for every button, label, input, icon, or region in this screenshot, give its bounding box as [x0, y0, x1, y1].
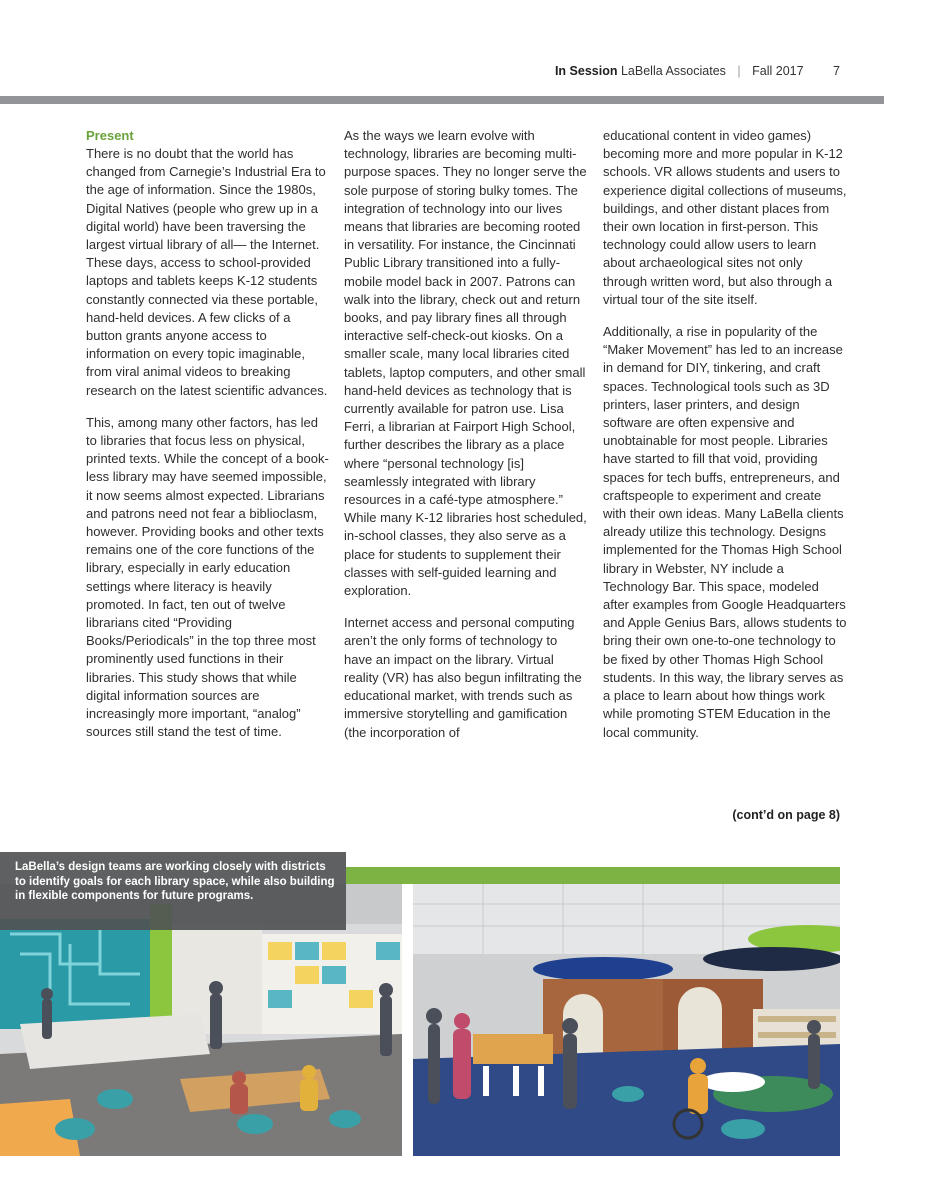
company-name: LaBella Associates	[620, 64, 726, 78]
paragraph: Internet access and personal computing aren’t the only forms of technology to have an impact on the library. Virtual reality (VR) has also begun infiltrating the educational market, with trends such as immersive storytelling and gamification (the incorporation of	[344, 615, 582, 740]
issue-label: Fall 2017	[752, 64, 804, 78]
paragraph: As the ways we learn evolve with technology, libraries are becoming multi-purpose spaces. They no longer serve the sole purpose of storing bulky tomes. The integration of technology into our lives means that libraries are becoming rooted in versatility. For instance, the Cincinnati Public Library transitioned into a fully-mobile model back in 2007. Patrons can walk into the library, check out and return books, and pay library fines all through interactive self-check-out kiosks. On a smaller scale, many local libraries cited tablets, laptop computers, and other small hand-held devices as technology that is currently available for patron use. Lisa Ferri, a librarian at Fairport High School, further describes the library as a place where “personal technology [is] seamlessly integrated with library resources in a café-type atmosphere.” While many K-12 libraries host scheduled, in-school classes, they also serve as a place for students to supplement their classes with self-guided learning and exploration.	[344, 128, 587, 599]
image-caption: LaBella’s design teams are working closely with districts to identify goals for each library space, while also building in flexible components for future programs.	[0, 852, 346, 930]
paragraph: educational content in video games) becoming more and more popular in K-12 schools. VR allows students and users to experience digital collections of museums, buildings, and other distant places from their own location in first-person. This technology could allow users to learn about archaeological sites not only through written word, but also through a virtual tour of the site itself.	[603, 128, 847, 307]
article-column-2	[344, 127, 588, 756]
library-rendering-right	[413, 884, 840, 1156]
green-accent-bar	[346, 867, 840, 884]
paragraph: Additionally, a rise in popularity of the “Maker Movement” has led to an increase in demand for DIY, tinkering, and craft spaces. Technological tools such as 3D printers, laser printers, and design software are often expensive and unobtainable for most people. Libraries have started to fill that void, providing spaces for tech buffs, entrepreneurs, and craftspeople to experiment and create with their own ideas. Many LaBella clients already utilize this technology. Designs implemented for the Thomas High School library in Webster, NY include a Technology Bar. This space, modeled after examples from Google Headquarters and Apple Genius Bars, allows students to bring their own one-to-one technology to be fixed by other Thomas High School students. In this way, the library serves as a place to learn about how things work while promoting STEM Education in the local community.	[603, 324, 847, 740]
article-column-3	[603, 127, 847, 756]
paragraph: There is no doubt that the world has changed from Carnegie’s Industrial Era to the age of information. Since the 1980s, Digital Natives (people who grew up in a digital world) have been traversing the largest virtual library of all— the Internet. These days, access to school-provided laptops and tablets keeps K-12 students constantly connected via these portable, hand-held devices. A few clicks of a button grants anyone access to information on every topic imaginable, from viral animal videos to breaking research on the latest scientific advances.	[86, 146, 328, 398]
publication-name: In Session	[554, 64, 618, 78]
page-header	[555, 64, 840, 78]
continued-note: (cont’d on page 8)	[732, 808, 840, 822]
page-number: 7	[833, 64, 840, 78]
header-separator: |	[737, 64, 741, 78]
header-rule	[0, 96, 884, 104]
section-title: Present	[86, 128, 134, 143]
article-column-1	[86, 127, 330, 756]
paragraph: This, among many other factors, has led to libraries that focus less on physical, printed texts. While the concept of a book-less library may have seemed impossible, it now seems almost expected. Librarians and patrons need not fear a biblioclasm, however. Providing books and other texts remains one of the core functions of the library, especially in early education settings where literacy is heavily promoted. In fact, ten out of twelve librarians cited “Providing Books/Periodicals” in the top three most prominently used functions in their libraries. This study shows that while digital information sources are increasingly more important, “analog” sources still stand the test of time.	[86, 414, 329, 740]
